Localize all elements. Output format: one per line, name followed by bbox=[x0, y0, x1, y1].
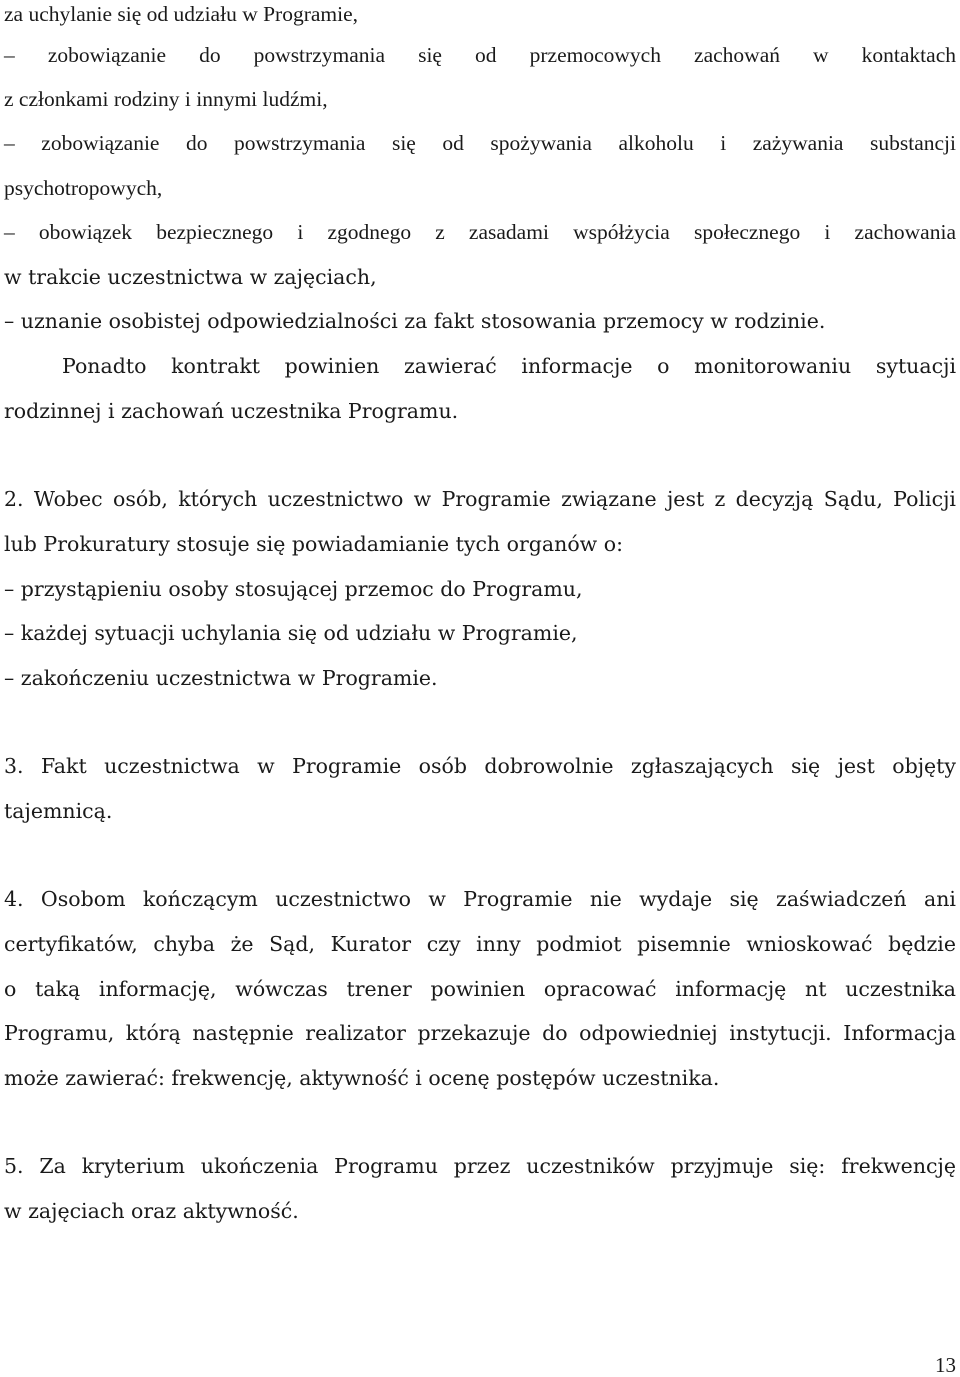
paragraph-line: o taką informację, wówczas trener powinien opracować informację nt uczestnika bbox=[4, 977, 956, 1001]
paragraph-line: lub Prokuratury stosuje się powiadamianie tych organów o: bbox=[4, 532, 623, 556]
paragraph-line: certyfikatów, chyba że Sąd, Kurator czy inny podmiot pisemnie wnioskować będzie bbox=[4, 932, 956, 956]
paragraph-line: może zawierać: frekwencję, aktywność i ocenę postępów uczestnika. bbox=[4, 1066, 720, 1090]
numbered-paragraph-4: 4. Osobom kończącym uczestnictwo w Programie nie wydaje się zaświadczeń ani bbox=[4, 887, 956, 911]
paragraph-line: tajemnicą. bbox=[4, 799, 113, 823]
paragraph-line: w trakcie uczestnictwa w zajęciach, bbox=[4, 265, 377, 289]
list-item: – każdej sytuacji uchylania się od udziału w Programie, bbox=[4, 621, 578, 645]
list-item: – zobowiązanie do powstrzymania się od spożywania alkoholu i zażywania substancji bbox=[4, 131, 956, 155]
page-number: 13 bbox=[935, 1353, 956, 1377]
paragraph-line: z członkami rodziny i innymi ludźmi, bbox=[4, 87, 328, 111]
list-item: – uznanie osobistej odpowiedzialności za fakt stosowania przemocy w rodzinie. bbox=[4, 309, 826, 333]
numbered-paragraph-2: 2. Wobec osób, których uczestnictwo w Programie związane jest z decyzją Sądu, Policji bbox=[4, 487, 956, 511]
paragraph-line: rodzinnej i zachowań uczestnika Programu. bbox=[4, 399, 459, 423]
paragraph-line: Programu, którą następnie realizator przekazuje do odpowiedniej instytucji. Informacja bbox=[4, 1021, 956, 1045]
paragraph-line: za uchylanie się od udziału w Programie, bbox=[4, 2, 359, 26]
list-item: – obowiązek bezpiecznego i zgodnego z zasadami współżycia społecznego i zachowania bbox=[4, 220, 956, 244]
numbered-paragraph-3: 3. Fakt uczestnictwa w Programie osób dobrowolnie zgłaszających się jest objęty bbox=[4, 754, 956, 778]
paragraph-line: w zajęciach oraz aktywność. bbox=[4, 1199, 299, 1223]
paragraph-line: Ponadto kontrakt powinien zawierać informacje o monitorowaniu sytuacji bbox=[62, 354, 956, 378]
list-item: – przystąpieniu osoby stosującej przemoc do Programu, bbox=[4, 577, 583, 601]
list-item: – zakończeniu uczestnictwa w Programie. bbox=[4, 666, 438, 690]
numbered-paragraph-5: 5. Za kryterium ukończenia Programu przez uczestników przyjmuje się: frekwencję bbox=[4, 1154, 956, 1178]
list-item: – zobowiązanie do powstrzymania się od przemocowych zachowań w kontaktach bbox=[4, 43, 956, 67]
paragraph-line: psychotropowych, bbox=[4, 176, 163, 200]
